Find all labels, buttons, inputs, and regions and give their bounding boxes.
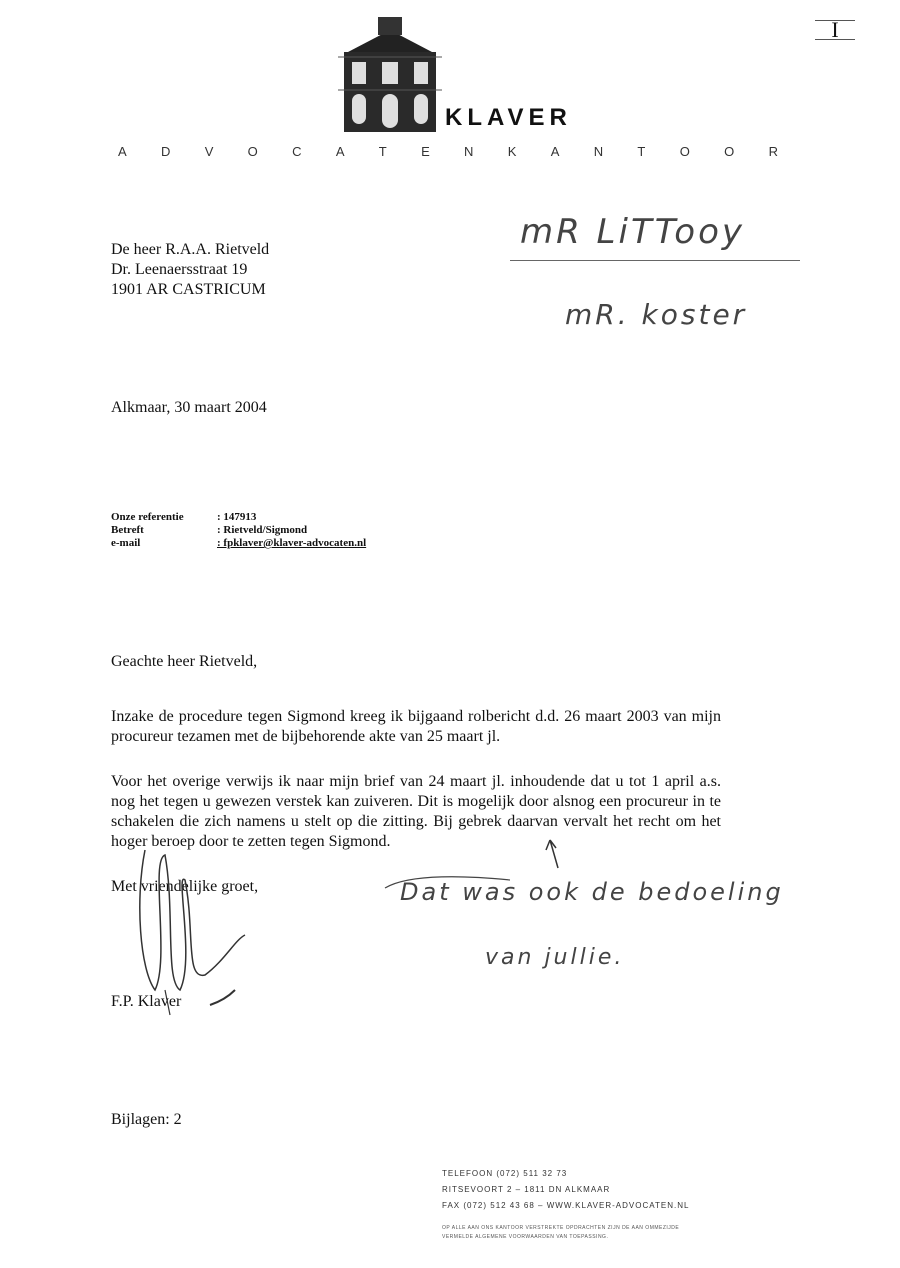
- brand-subtitle: A D V O C A T E N K A N T O O R: [118, 144, 778, 159]
- signer-name: F.P. Klaver: [111, 993, 182, 1010]
- salutation: Geachte heer Rietveld,: [111, 653, 258, 670]
- body-paragraph-1: Inzake de procedure tegen Sigmond kreeg ik bijgaand rolbericht d.d. 26 maart 2003 van mijn procureur tezamen met de bijbehorende akte van 25 maart jl.: [111, 708, 721, 745]
- handwritten-note-1: mR LiTTooy: [520, 212, 746, 252]
- brand-name: KLAVER: [445, 104, 572, 131]
- handwritten-note-2: mR. koster: [565, 298, 748, 331]
- building-logo: [338, 12, 442, 134]
- footer-contact: TELEFOON (072) 511 32 73 RITSEVOORT 2 – 1811 DN ALKMAAR FAX (072) 512 43 68 – WWW.KLAVER-ADVOCATEN.NL: [442, 1169, 690, 1210]
- footer-terms: OP ALLE AAN ONS KANTOOR VERSTREKTE OPDRACHTEN ZIJN DE AAN OMMEZIJDE VERMELDE ALGEMENE VOORWAARDEN VAN TOEPASSING.: [442, 1225, 680, 1240]
- handwritten-comment-2: van jullie.: [485, 945, 625, 970]
- enclosures: Bijlagen: 2: [111, 1111, 182, 1128]
- recipient-address: De heer R.A.A. Rietveld Dr. Leenaersstraat 19 1901 AR CASTRICUM: [111, 241, 270, 298]
- reference-block: Onze referentie : 147913 Betreft : Rietveld/Sigmond e-mail : fpklaver@klaver-advocaten.nl: [111, 511, 367, 549]
- closing: Met vriendelijke groet,: [111, 878, 259, 895]
- page-mark: I: [815, 20, 855, 40]
- underline: [510, 260, 800, 261]
- handwritten-comment: Dat was ook de bedoeling: [400, 878, 784, 906]
- letter-date: Alkmaar, 30 maart 2004: [111, 399, 267, 416]
- body-paragraph-2: Voor het overige verwijs ik naar mijn brief van 24 maart jl. inhoudende dat u tot 1 april a.s. nog het tegen u gewezen verstek kan zuiveren. Dit is mogelijk door alsnog een procureur in te schakelen die zich namens u stelt op die zitting. Bij gebrek daarvan vervalt het recht om het hoger beroep door te zetten tegen Sigmond.: [111, 773, 721, 850]
